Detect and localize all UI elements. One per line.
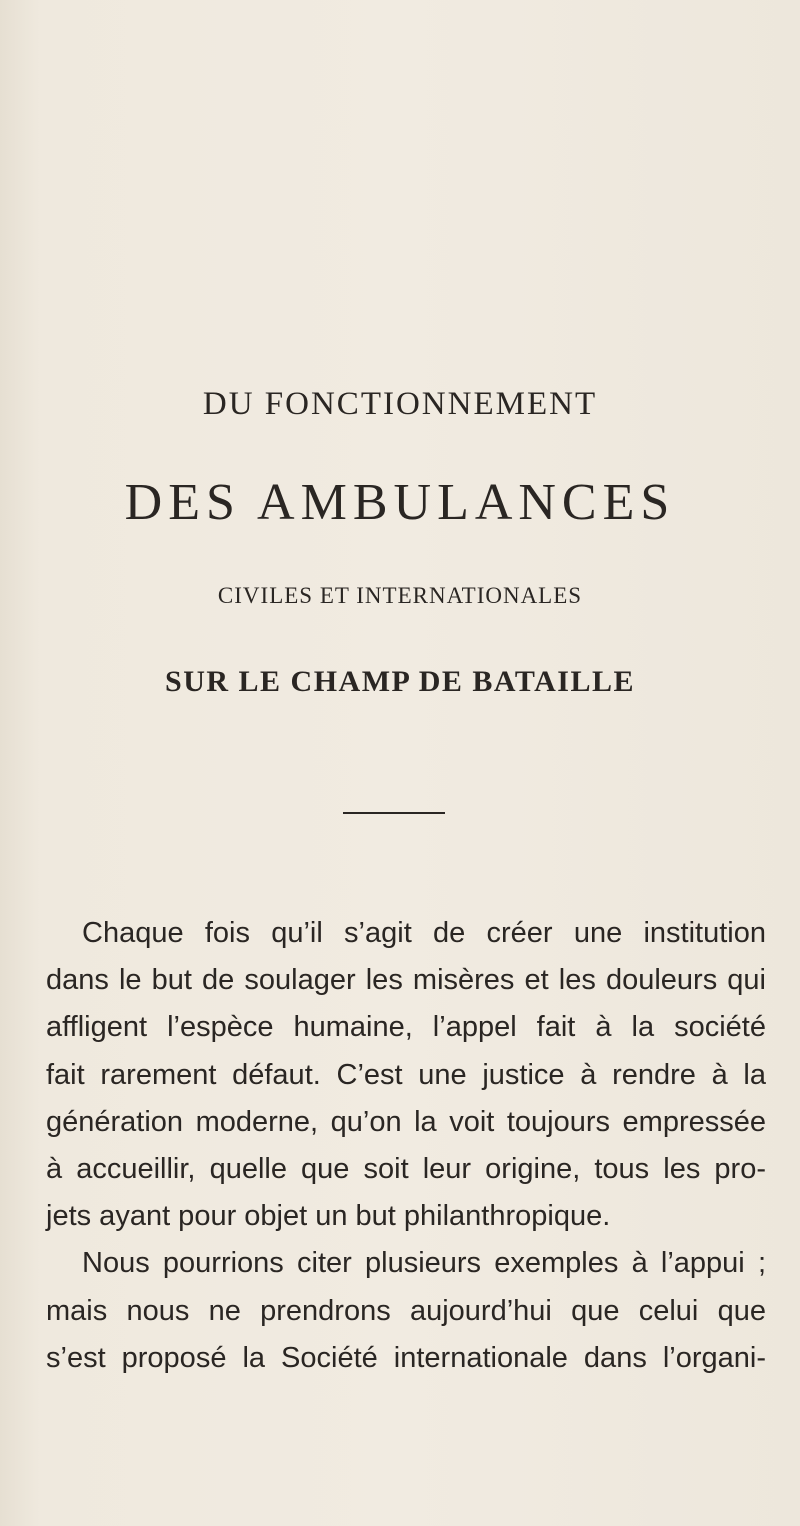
divider-rule xyxy=(343,812,445,814)
text-line: s’est proposé la Société internationale dans l’organi- xyxy=(46,1341,766,1374)
body-paragraphs xyxy=(46,910,766,1382)
subtitle-secondary: SUR LE CHAMP DE BATAILLE xyxy=(165,665,635,698)
text-line: Chaque fois qu’il s’agit de créer une institution xyxy=(82,917,766,949)
text-line: mais nous ne prendrons aujourd’hui que celui que xyxy=(46,1294,766,1327)
text-line: Nous pourrions citer plusieurs exemples à l’appui ; xyxy=(82,1247,766,1280)
subtitle: CIVILES ET INTERNATIONALES xyxy=(217,583,583,608)
text-line: dans le but de soulager les misères et les douleurs qui xyxy=(46,964,766,997)
text-line: affligent l’espèce humaine, l’appel fait à la société xyxy=(46,1011,766,1044)
text-line: jets ayant pour objet un but philanthropique. xyxy=(46,1200,611,1233)
text-line: fait rarement défaut. C’est une justice à rendre à la xyxy=(46,1058,766,1091)
pre-title: DU FONCTIONNEMENT xyxy=(202,386,598,422)
text-line: à accueillir, quelle que soit leur origine, tous les pro- xyxy=(46,1152,766,1185)
text-line: génération moderne, qu’on la voit toujours empressée xyxy=(46,1105,766,1138)
main-title: DES AMBULANCES xyxy=(124,474,676,531)
